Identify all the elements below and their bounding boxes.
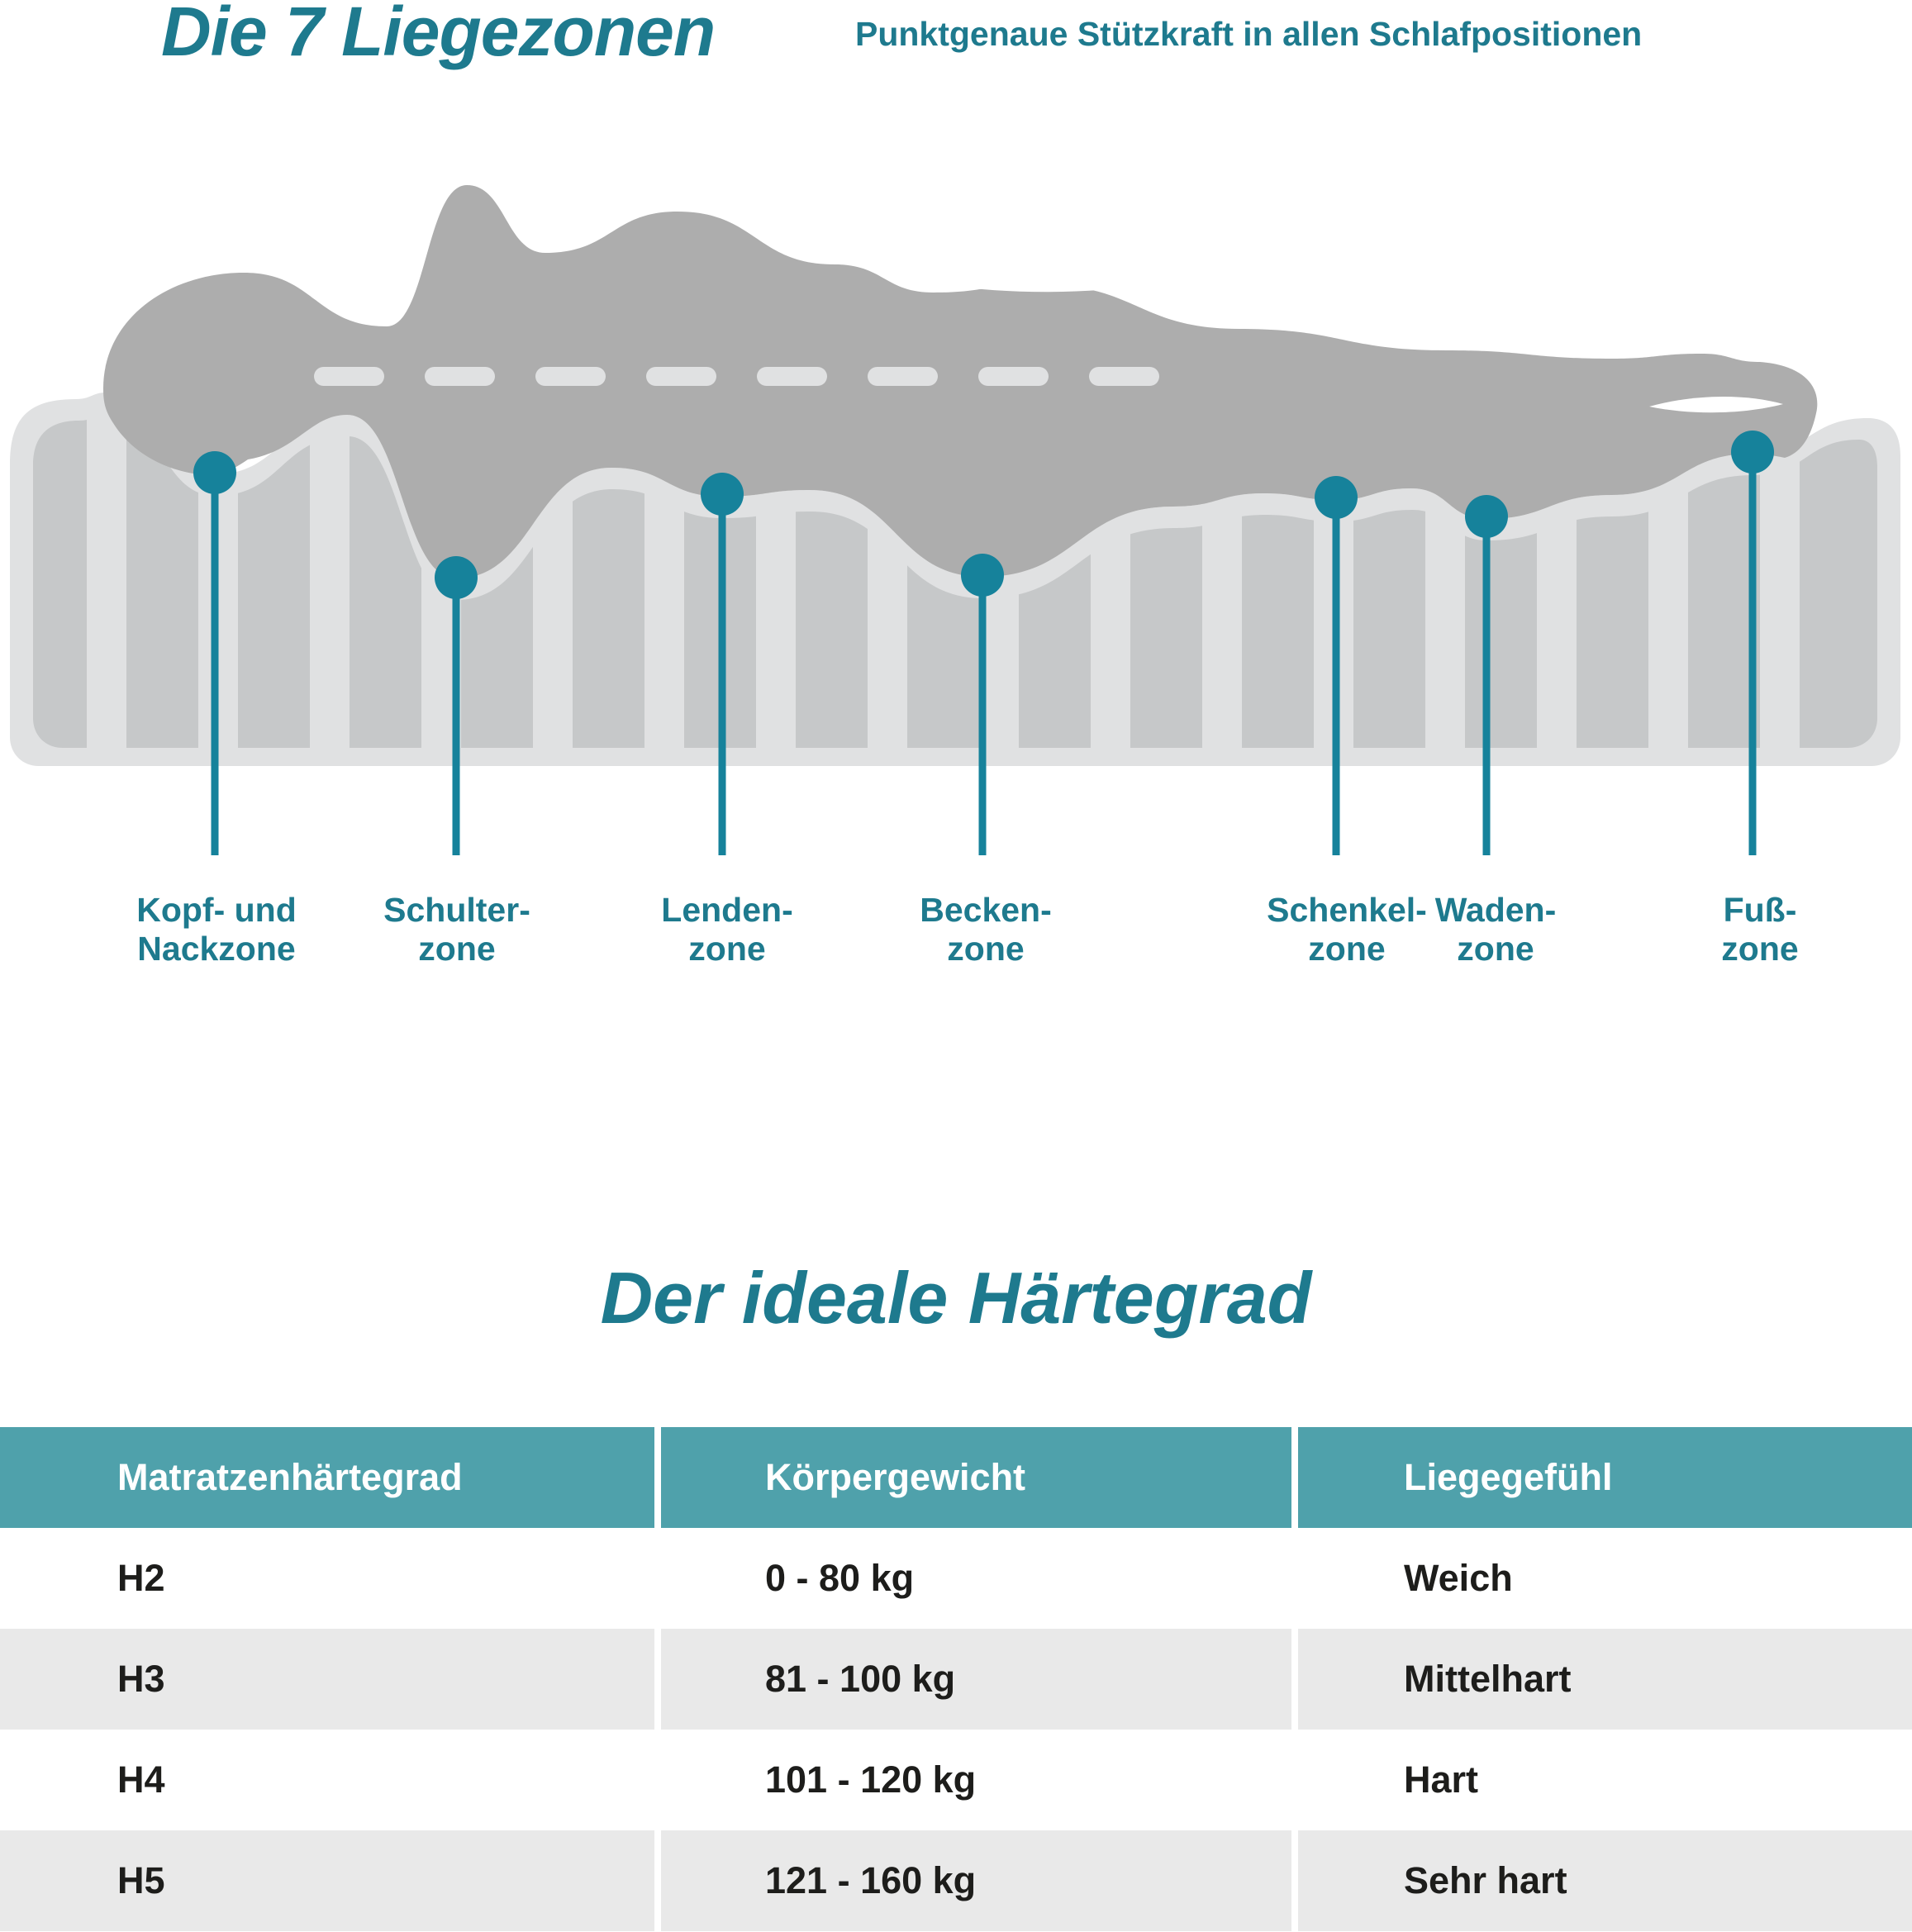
zone-label-line1: Schenkel-	[1267, 891, 1427, 929]
zone-dot-waden	[1465, 495, 1508, 538]
section-title: Der ideale Härtegrad	[600, 1257, 1312, 1339]
zone-label-fusszone	[1721, 891, 1798, 968]
zone-label-line2: zone	[1457, 930, 1534, 968]
zone-label-line1: Becken-	[920, 891, 1052, 929]
zone-label-line2: zone	[688, 930, 766, 968]
haertegrad-table	[0, 1427, 1912, 1931]
zone-label-line1: Fuß-	[1723, 891, 1797, 929]
table-cell-grade: H5	[0, 1830, 654, 1931]
table-cell-grade: H4	[0, 1730, 654, 1830]
leg-gap	[907, 262, 1191, 292]
zone-dot-fuss	[1731, 431, 1774, 473]
zone-dot-kopf	[193, 451, 236, 494]
zone-label-schulterzone	[383, 891, 530, 968]
table-cell-grade: H2	[0, 1528, 654, 1629]
zone-label-line1: Waden-	[1434, 891, 1557, 929]
zone-label-kopf-nackzone	[136, 891, 297, 968]
table-header-koerpergewicht: Körpergewicht	[661, 1427, 1291, 1528]
zone-label-line2: zone	[418, 930, 496, 968]
table-cell-feel: Mittelhart	[1298, 1629, 1912, 1730]
table-cell-weight: 101 - 120 kg	[661, 1730, 1291, 1830]
zone-label-beckenzone	[920, 891, 1052, 968]
table-header-liegegefuehl: Liegegefühl	[1298, 1427, 1912, 1528]
zone-label-line2: Nackzone	[137, 930, 296, 968]
zone-label-line2: zone	[947, 930, 1025, 968]
zone-label-line1: Lenden-	[661, 891, 793, 929]
table-cell-weight: 81 - 100 kg	[661, 1629, 1291, 1730]
zone-label-lendenzone	[661, 891, 792, 968]
zone-label-schenkelzone	[1267, 891, 1427, 968]
zone-label-line1: Kopf- und	[136, 891, 297, 929]
table-header-matratzenhaertegrad: Matratzenhärtegrad	[0, 1427, 654, 1528]
zone-dot-lenden	[701, 473, 744, 516]
table-cell-feel: Hart	[1298, 1730, 1912, 1830]
zone-dot-schenkel	[1315, 476, 1358, 519]
page-title: Die 7 Liegezonen	[161, 0, 716, 70]
page-subtitle: Punktgenaue Stützkraft in allen Schlafpositionen	[855, 15, 1643, 53]
zone-dot-becken	[961, 554, 1004, 597]
zone-dot-schulter	[435, 556, 478, 599]
table-cell-feel: Sehr hart	[1298, 1830, 1912, 1931]
zone-label-line2: zone	[1721, 930, 1799, 968]
zone-label-line1: Schulter-	[383, 891, 530, 929]
table-cell-weight: 0 - 80 kg	[661, 1528, 1291, 1629]
zone-label-line2: zone	[1308, 930, 1386, 968]
zone-label-wadenzone	[1435, 891, 1557, 968]
table-cell-weight: 121 - 160 kg	[661, 1830, 1291, 1931]
table-cell-feel: Weich	[1298, 1528, 1912, 1629]
table-cell-grade: H3	[0, 1629, 654, 1730]
